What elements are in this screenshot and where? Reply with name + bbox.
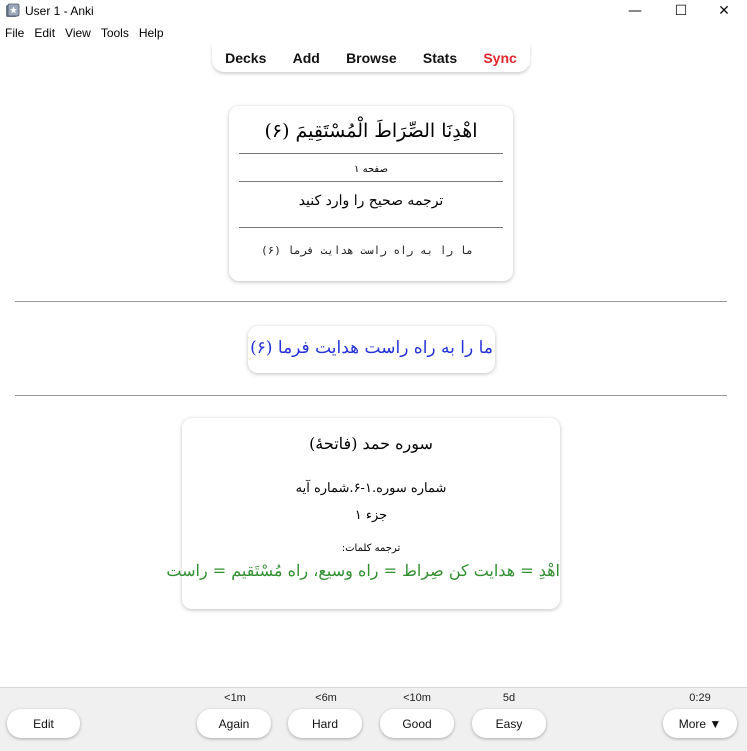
info-card — [166, 418, 560, 609]
anki-app-icon — [5, 3, 20, 18]
menu-file[interactable]: File — [5, 26, 25, 40]
maximize-button[interactable]: ☐ — [674, 3, 688, 19]
main-toolbar — [212, 44, 530, 72]
answer-separator — [15, 301, 727, 302]
close-button[interactable]: ✕ — [718, 3, 730, 19]
hard-button[interactable]: Hard — [288, 709, 362, 738]
word-translations: اهْدِ = هدایت کن صِراط = راه وسیع، راه مُسْتَقیم = راست — [166, 561, 560, 580]
review-bottom-bar — [0, 687, 747, 751]
toolbar-sync[interactable]: Sync — [483, 50, 517, 66]
title-bar — [0, 0, 747, 22]
toolbar-stats[interactable]: Stats — [422, 50, 458, 66]
review-timer: 0:29 — [689, 692, 711, 704]
answer-card — [248, 326, 495, 373]
good-button[interactable]: Good — [380, 709, 454, 738]
question-card — [229, 106, 513, 281]
info-separator — [15, 395, 727, 396]
easy-button[interactable]: Easy — [472, 709, 546, 738]
menu-bar — [0, 24, 169, 42]
again-button[interactable]: Again — [197, 709, 271, 738]
divider — [239, 181, 503, 182]
juz-number: جزء ۱ — [354, 508, 388, 523]
hard-interval: <6m — [315, 692, 337, 704]
edit-button[interactable]: Edit — [7, 709, 80, 738]
surah-title: سوره حمد (فاتحهٔ) — [309, 434, 433, 453]
good-interval: <10m — [403, 692, 431, 704]
toolbar-add[interactable]: Add — [292, 50, 320, 66]
menu-view[interactable]: View — [65, 26, 91, 40]
more-button[interactable]: More ▼ — [663, 709, 737, 738]
toolbar-browse[interactable]: Browse — [346, 50, 397, 66]
menu-edit[interactable]: Edit — [34, 26, 56, 40]
menu-tools[interactable]: Tools — [100, 26, 129, 40]
window-title: User 1 - Anki — [25, 4, 94, 18]
minimize-button[interactable]: — — [628, 3, 642, 19]
word-translation-label: ترجمه کلمات: — [341, 543, 401, 554]
easy-interval: 5d — [502, 692, 516, 704]
divider — [239, 227, 503, 228]
again-interval: <1m — [224, 692, 246, 704]
menu-help[interactable]: Help — [138, 26, 164, 40]
correct-answer: ما را به راه راست هدایت فرما (۶) — [250, 338, 493, 358]
divider — [239, 153, 503, 154]
typed-answer: ما را به راه راست هدایت فرما (۶) — [261, 244, 473, 257]
verse-text: اهْدِنَا الصِّرَاطَ الْمُسْتَقِيمَ (۶) — [264, 120, 478, 142]
translation-prompt: ترجمه صحیح را وارد کنید — [298, 193, 444, 209]
toolbar-decks[interactable]: Decks — [225, 50, 267, 66]
surah-verse-numbers: شماره سوره.۱-۶.شماره آیه — [295, 481, 447, 496]
page-number: صفحه ۱ — [354, 164, 388, 175]
